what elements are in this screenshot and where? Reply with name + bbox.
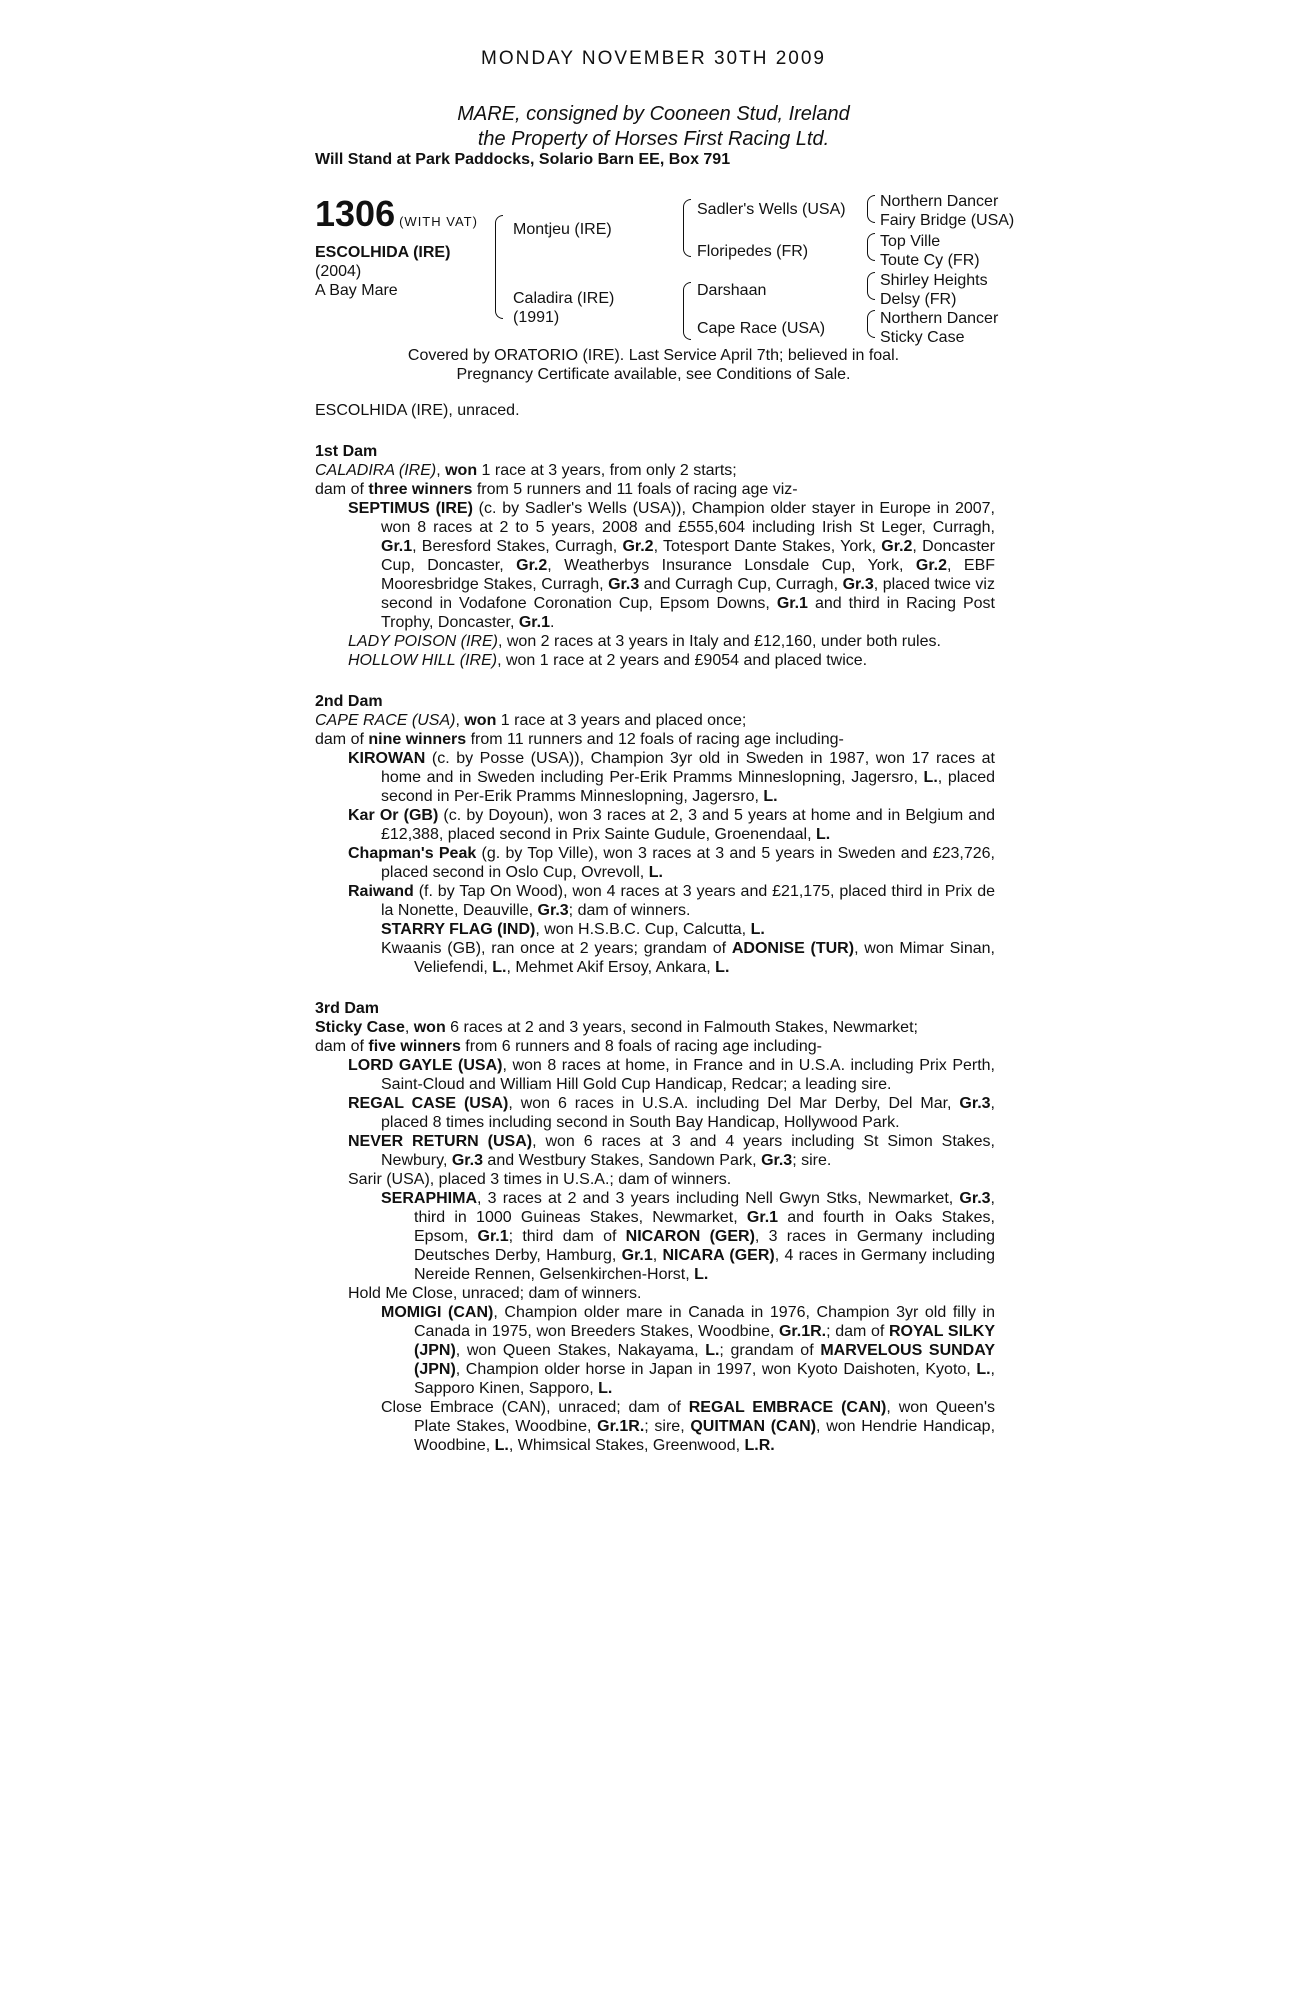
pedigree-dam-year: (1991)	[513, 309, 560, 326]
horse-name: ESCOLHIDA (IRE)	[315, 244, 451, 261]
pedigree-brace-ds	[867, 272, 875, 300]
second-dam-line: CAPE RACE (USA), won 1 race at 3 years and placed once;	[315, 712, 747, 729]
kirowan-entry: KIROWAN (c. by Posse (USA)), Champion 3yr old in Sweden in 1987, won 17 races at home and in Sweden including Per-Erik Pramms Minneslopning, Jagersro, L., placed second in Per-Erik Pramms Minneslopning, Jagersro, L.	[348, 750, 995, 805]
horse-info	[315, 243, 450, 300]
regal-case-entry: REGAL CASE (USA), won 6 races in U.S.A. including Del Mar Derby, Del Mar, Gr.3, placed 8 times including second in South Bay Handicap, Hollywood Park.	[348, 1095, 995, 1131]
pedigree-brace-dd	[867, 310, 875, 338]
pedigree-sire-dam: Floripedes (FR)	[697, 243, 809, 260]
pedigree-dam-dam: Cape Race (USA)	[697, 320, 826, 337]
pregnancy-line: Pregnancy Certificate available, see Conditions of Sale.	[456, 366, 851, 383]
vat-note: (WITH VAT)	[399, 214, 478, 229]
seraphima-entry: SERAPHIMA, 3 races at 2 and 3 years including Nell Gwyn Stks, Newmarket, Gr.3, third in 1000 Guineas Stakes, Newmarket, Gr.1 and fourth in Oaks Stakes, Epsom, Gr.1; third dam of NICARON (GER), 3 races in Germany including Deutsches Derby, Hamburg, Gr.1, NICARA (GER), 4 races in Germany including Nereide Rennen, Gelsenkirchen-Horst, L.	[381, 1190, 996, 1283]
pedigree-brace-sire	[683, 199, 691, 257]
pedigree-brace-ss	[867, 195, 875, 223]
lord-gayle-entry: LORD GAYLE (USA), won 8 races at home, in France and in U.S.A. including Prix Perth, Saint-Cloud and William Hill Gold Cup Handicap, Redcar; a leading sire.	[348, 1057, 996, 1093]
kwaanis-entry: Kwaanis (GB), ran once at 2 years; grandam of ADONISE (TUR), won Mimar Sinan, Veliefendi, L., Mehmet Akif Ersoy, Ankara, L.	[381, 940, 996, 976]
first-dam-heading: 1st Dam	[315, 443, 378, 460]
pedigree-dss: Shirley Heights	[880, 272, 988, 289]
momigi-entry: MOMIGI (CAN), Champion older mare in Canada in 1976, Champion 3yr old filly in Canada in 1975, won Breeders Stakes, Woodbine, Gr.1R.; dam of ROYAL SILKY (JPN), won Queen Stakes, Nakayama, L.; grandam of MARVELOUS SUNDAY (JPN), Champion older horse in Japan in 1997, won Kyoto Daishoten, Kyoto, L., Sapporo Kinen, Sapporo, L.	[381, 1304, 996, 1397]
third-dam-produce-line: dam of five winners from 6 runners and 8 foals of racing age including-	[315, 1038, 822, 1055]
never-return-entry: NEVER RETURN (USA), won 6 races at 3 and 4 years including St Simon Stakes, Newbury, Gr.3 and Westbury Stakes, Sandown Park, Gr.3; sire.	[348, 1133, 996, 1169]
pedigree-brace-main	[495, 215, 503, 319]
starry-flag-entry: STARRY FLAG (IND), won H.S.B.C. Cup, Calcutta, L.	[381, 921, 765, 938]
lot-header	[315, 193, 478, 235]
pedigree-brace-dam	[683, 282, 691, 340]
stand-location: Will Stand at Park Paddocks, Solario Barn EE, Box 791	[315, 151, 731, 168]
pedigree-dsd: Delsy (FR)	[880, 291, 957, 308]
chapmans-peak-entry: Chapman's Peak (g. by Top Ville), won 3 races at 3 and 5 years in Sweden and £23,726, placed second in Oslo Cup, Ovrevoll, L.	[348, 845, 995, 881]
consignor-line: MARE, consigned by Cooneen Stud, Ireland	[457, 103, 850, 125]
close-embrace-entry: Close Embrace (CAN), unraced; dam of REGAL EMBRACE (CAN), won Queen's Plate Stakes, Woodbine, Gr.1R.; sire, QUITMAN (CAN), won Hendrie Handicap, Woodbine, L., Whimsical Stakes, Greenwood, L.R.	[381, 1399, 996, 1454]
catalogue-body	[315, 401, 995, 1455]
horse-description: A Bay Mare	[315, 282, 398, 299]
first-dam-produce-line: dam of three winners from 5 runners and 11 foals of racing age viz-	[315, 481, 798, 498]
pedigree-sire-sire: Sadler's Wells (USA)	[697, 201, 846, 218]
covering-note	[0, 346, 1307, 384]
second-dam-produce-line: dam of nine winners from 11 runners and 12 foals of racing age including-	[315, 731, 844, 748]
pedigree-sdd: Toute Cy (FR)	[880, 252, 980, 269]
pedigree-dds: Northern Dancer	[880, 310, 999, 327]
pedigree-ddd: Sticky Case	[880, 329, 965, 346]
kar-or-entry: Kar Or (GB) (c. by Doyoun), won 3 races at 2, 3 and 5 years at home and in Belgium and £12,388, placed second in Prix Sainte Gudule, Groenendaal, L.	[348, 807, 995, 843]
horse-year: (2004)	[315, 263, 362, 280]
pedigree-brace-sd	[867, 233, 875, 261]
hollow-hill-entry: HOLLOW HILL (IRE), won 1 race at 2 years and £9054 and placed twice.	[348, 652, 868, 669]
septimus-entry: SEPTIMUS (IRE) (c. by Sadler's Wells (USA)), Champion older stayer in Europe in 2007, won 8 races at 2 to 5 years, 2008 and £555,604 including Irish St Leger, Curragh, Gr.1, Beresford Stakes, Curragh, Gr.2, Totesport Dante Stakes, York, Gr.2, Doncaster Cup, Doncaster, Gr.2, Weatherbys Insurance Lonsdale Cup, York, Gr.2, EBF Mooresbridge Stakes, Curragh, Gr.3 and Curragh Cup, Curragh, Gr.3, placed twice viz second in Vodafone Coronation Cup, Epsom Downs, Gr.1 and third in Racing Post Trophy, Doncaster, Gr.1.	[348, 500, 996, 631]
hold-me-close-entry: Hold Me Close, unraced; dam of winners.	[348, 1285, 642, 1302]
covered-line: Covered by ORATORIO (IRE). Last Service April 7th; believed in foal.	[407, 347, 900, 364]
sale-date: MONDAY NOVEMBER 30TH 2009	[481, 48, 826, 69]
pedigree-sds: Top Ville	[880, 233, 941, 250]
pedigree-sire: Montjeu (IRE)	[513, 221, 612, 238]
pedigree-dam-sire: Darshaan	[697, 282, 767, 299]
third-dam-line: Sticky Case, won 6 races at 2 and 3 years, second in Falmouth Stakes, Newmarket;	[315, 1019, 918, 1036]
intro-line: ESCOLHIDA (IRE), unraced.	[315, 402, 520, 419]
consignment-block	[0, 102, 1307, 152]
owner-line: the Property of Horses First Racing Ltd.	[477, 128, 830, 150]
third-dam-heading: 3rd Dam	[315, 1000, 380, 1017]
second-dam-heading: 2nd Dam	[315, 693, 383, 710]
pedigree-dam: Caladira (IRE)	[513, 290, 615, 307]
lady-poison-entry: LADY POISON (IRE), won 2 races at 3 years in Italy and £12,160, under both rules.	[348, 633, 941, 650]
sarir-entry: Sarir (USA), placed 3 times in U.S.A.; dam of winners.	[348, 1171, 732, 1188]
first-dam-line: CALADIRA (IRE), won 1 race at 3 years, from only 2 starts;	[315, 462, 737, 479]
pedigree-ssd: Fairy Bridge (USA)	[880, 212, 1015, 229]
raiwand-entry: Raiwand (f. by Tap On Wood), won 4 races at 3 years and £21,175, placed third in Prix de la Nonette, Deauville, Gr.3; dam of winners.	[348, 883, 995, 919]
lot-number: 1306	[315, 193, 396, 234]
pedigree-sss: Northern Dancer	[880, 193, 999, 210]
